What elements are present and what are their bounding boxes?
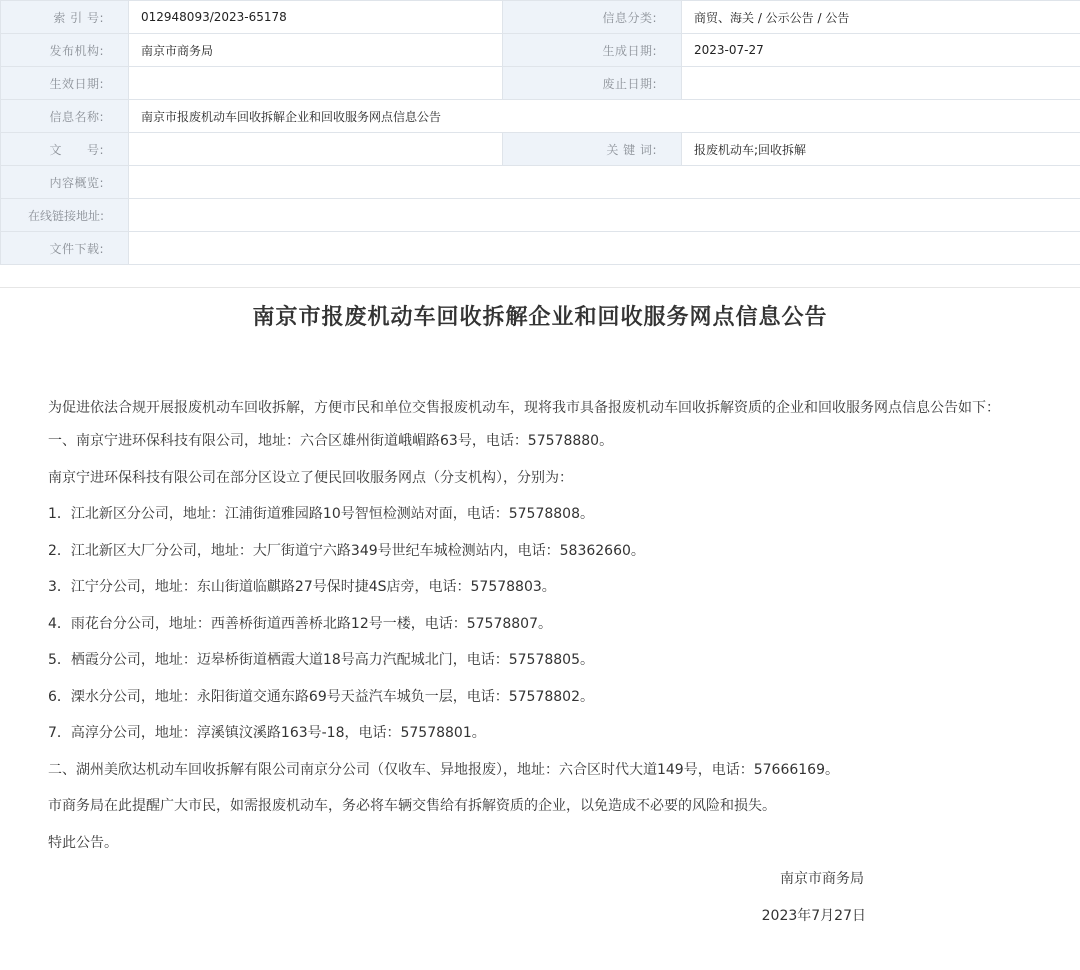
meta-row (1, 67, 1080, 100)
paragraph-branch-6: 6．溧水分公司，地址：永阳街道交通东路69号天益汽车城负一层，电话：57578802。 (48, 688, 594, 705)
meta-row (1, 100, 1080, 133)
article-title: 南京市报废机动车回收拆解企业和回收服务网点信息公告 (252, 304, 828, 330)
abolish-date-label: 废止日期: (503, 67, 682, 100)
paragraph-company-1: 一、南京宁进环保科技有限公司，地址：六合区雄州街道峨嵋路63号，电话：57578880。 (48, 433, 614, 449)
file-download-label: 文件下载: (1, 232, 129, 265)
paragraph-company-2: 二、湖州美欣达机动车回收拆解有限公司南京分公司（仅收车、异地报废），地址：六合区时代大道149号，电话：57666169。 (48, 761, 839, 778)
summary-value (129, 166, 1080, 199)
info-name-value: 南京市报废机动车回收拆解企业和回收服务网点信息公告 (129, 100, 1080, 133)
generated-date-value: 2023-07-27 (682, 34, 1080, 67)
paragraph-branch-5: 5．栖霞分公司，地址：迈皋桥街道栖霞大道18号高力汽配城北门，电话：57578805。 (48, 652, 594, 668)
intro-paragraph: 为促进依法合规开展报废机动车回收拆解，方便市民和单位交售报废机动车，现将我市具备报废机动车回收拆解资质的企业和回收服务网点信息公告如下： (48, 400, 1000, 416)
publish-date: 2023年7月27日 (761, 907, 866, 924)
file-download-value[interactable] (129, 232, 1080, 265)
doc-no-value (129, 133, 503, 166)
paragraph-branches-intro: 南京宁进环保科技有限公司在部分区设立了便民回收服务网点（分支机构），分别为： (48, 469, 573, 486)
category-label: 信息分类: (503, 1, 682, 34)
paragraph-branch-3: 3．江宁分公司，地址：东山街道临麒路27号保时捷4S店旁，电话：57578803。 (48, 579, 556, 595)
doc-no-label: 文 号: (1, 133, 129, 166)
publisher-label: 发布机构: (1, 34, 129, 67)
generated-date-label: 生成日期: (503, 34, 682, 67)
abolish-date-value (682, 67, 1080, 100)
article-body (0, 394, 1080, 934)
index-no-value: 012948093/2023-65178 (129, 1, 503, 34)
meta-row (1, 232, 1080, 265)
meta-row (1, 166, 1080, 199)
effective-date-label: 生效日期: (1, 67, 129, 100)
summary-label: 内容概览: (1, 166, 129, 199)
index-no-label: 索 引 号: (1, 1, 129, 34)
keywords-label: 关 键 词: (503, 133, 682, 166)
signature: 南京市商务局 (780, 871, 864, 887)
meta-row (1, 34, 1080, 67)
online-link-value[interactable] (129, 199, 1080, 232)
paragraph-branch-2: 2．江北新区大厂分公司，地址：大厂街道宁六路349号世纪车城检测站内，电话：58362660。 (48, 542, 645, 559)
keywords-value: 报废机动车;回收拆解 (682, 133, 1080, 166)
divider (0, 265, 1080, 288)
category-value: 商贸、海关 / 公示公告 / 公告 (682, 1, 1080, 34)
paragraph-reminder: 市商务局在此提醒广大市民，如需报废机动车，务必将车辆交售给有拆解资质的企业，以免造成不必要的风险和损失。 (48, 798, 776, 814)
meta-row (1, 1, 1080, 34)
metadata-table (0, 0, 1080, 265)
paragraph-branch-7: 7．高淳分公司，地址：淳溪镇汶溪路163号-18，电话：57578801。 (48, 725, 486, 741)
meta-row (1, 199, 1080, 232)
effective-date-value (129, 67, 503, 100)
paragraph-branch-4: 4．雨花台分公司，地址：西善桥街道西善桥北路12号一楼，电话：57578807。 (48, 615, 552, 632)
paragraph-closing: 特此公告。 (48, 834, 118, 851)
article (0, 288, 1080, 934)
info-name-label: 信息名称: (1, 100, 129, 133)
online-link-label: 在线链接地址: (1, 199, 129, 232)
publisher-value: 南京市商务局 (129, 34, 503, 67)
meta-row (1, 133, 1080, 166)
paragraph-branch-1: 1．江北新区分公司，地址：江浦街道雅园路10号智恒检测站对面，电话：57578808。 (48, 506, 594, 522)
